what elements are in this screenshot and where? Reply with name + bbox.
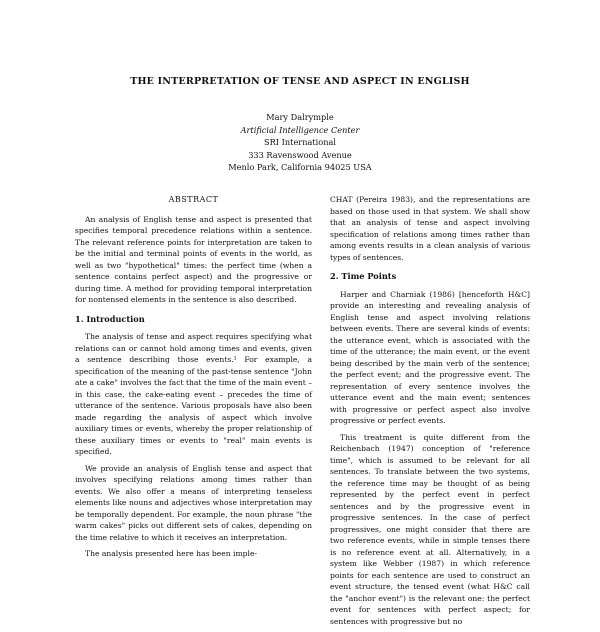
right-column <box>330 194 530 632</box>
section-2-paragraph-1: Harper and Charniak (1986) [henceforth H&C] provide an interesting and revealing analysis of English tense and aspect involving relations between events. There are several kinds of events: the utterance event, which is associated with the time of the utterance; the main event, or the event being described by the main verb of the sentence; the perfect event; and the progressive event. The representation of every sentence involves the utterance event and the main event; sentences with progressive or perfect aspect also involve progressive or perfect events. <box>330 289 530 425</box>
abstract-text: An analysis of English tense and aspect is presented that specifies temporal precedence relations within a sentence. The relevant reference points for interpretation are taken to be the initial and terminal points of events in the world, as well as two "hypothetical" times: the perfect time (when a sentence contains perfect aspect) and the progressive or during time. A method for providing temporal interpretation for nontensed elements in the sentence is also described. <box>75 214 312 304</box>
section-1-paragraph-2: We provide an analysis of English tense and aspect that involves specifying relations among times rather than events. We also offer a means of interpreting tenseless elements like nouns and adjectives whose interpretation may be temporally dependent. For example, the noun phrase "the warm cakes" picks out different sets of cakes, depending on the time relative to which it receives an interpretation. <box>75 463 312 542</box>
section-1-heading: 1. Introduction <box>75 313 145 324</box>
section-1-paragraph-3: The analysis presented here has been imple- <box>85 549 258 558</box>
author-city: Menlo Park, California 94025 USA <box>228 162 372 173</box>
author-block <box>0 111 600 174</box>
author-institution: SRI International <box>264 137 336 148</box>
author-name: Mary Dalrymple <box>266 112 334 122</box>
author-street: 333 Ravenswood Avenue <box>248 149 352 160</box>
paper-title: THE INTERPRETATION OF TENSE AND ASPECT IN ENGLISH <box>130 76 470 87</box>
section-1-paragraph-1: The analysis of tense and aspect requires specifying what relations can or cannot hold among times and events, given a sentence describing those events.¹ For example, a specification of the meaning of the past-tense sentence "John ate a cake" involves the fact that the time of the main event – in this case, the cake-eating event – precedes the time of utterance of the sentence. Various proposals have also been made regarding the analysis of aspect which involve auxiliary times or events, whereby the proper relationship of these auxiliary times or events to "real" main events is specified. <box>75 332 312 456</box>
abstract-heading: ABSTRACT <box>168 195 219 204</box>
author-affiliation: Artificial Intelligence Center <box>240 124 360 135</box>
left-column <box>75 194 312 565</box>
section-2-paragraph-2: This treatment is quite different from the Reichenbach (1947) conception of "reference time", which is assumed to be relevant for all sentences. To translate between the two systems, the reference time may be thought of as being represented by the perfect event in perfect sentences and by the progressive event in progressive sentences. In the case of perfect progressives, one might consider that there are two reference events, while in simple tenses there is no reference event at all. Alternatively, in a system like Webber (1987) in which reference points for each sentence are used to construct an event structure, the tensed event (what H&C call the "anchor event") is the relevant one: the perfect event for sentences with perfect aspect; for sentences with progressive but no <box>330 432 530 626</box>
section-2-heading: 2. Time Points <box>330 271 397 281</box>
right-paragraph-0: CHAT (Pereira 1983), and the representations are based on those used in that system. We shall show that an analysis of tense and aspect involving specification of relations among times rather than among events results in a clean analysis of various types of sentences. <box>330 195 530 262</box>
